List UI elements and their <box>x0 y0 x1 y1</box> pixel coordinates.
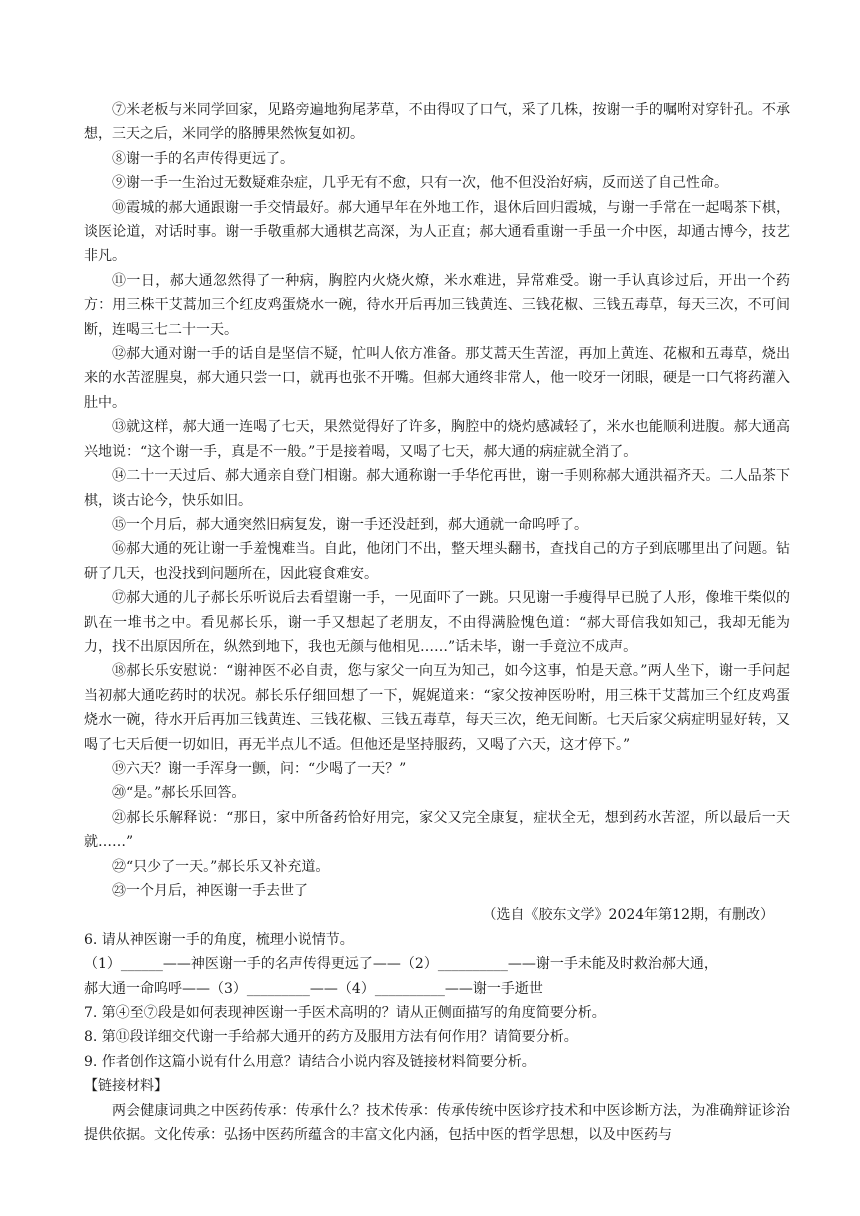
document-page <box>84 98 790 1147</box>
paragraph-10: ⑩霞城的郝大通跟谢一手交情最好。郝大通早年在外地工作，退休后回归霞城，与谢一手常在一起喝茶下棋，谈医论道，对话时事。谢一手敬重郝大通棋艺高深，为人正直；郝大通看重谢一手虽一介中医，却通古博今，技艺非凡。 <box>84 199 790 265</box>
question-6: 6. 请从神医谢一手的角度，梳理小说情节。 <box>84 931 354 948</box>
paragraph-9: ⑨谢一手一生治过无数疑难杂症，几乎无有不愈，只有一次，他不但没治好病，反而送了自己性命。 <box>112 175 728 192</box>
paragraph-13: ⑬就这样，郝大通一连喝了七天，果然觉得好了许多，胸腔中的烧灼感减轻了，米水也能顺利进腹。郝大通高兴地说：“这个谢一手，真是不一般。”于是接着喝，又喝了七天，郝大通的病症就全消了。 <box>84 419 790 460</box>
paragraph-21: ㉑郝长乐解释说：“那日，家中所备药恰好用完，家父又完全康复，症状全无，想到药水苦涩，所以最后一天就……” <box>84 809 790 851</box>
paragraph-23: ㉓一个月后，神医谢一手去世了 <box>112 883 308 899</box>
paragraph-7: ⑦米老板与米同学回家，见路旁遍地狗尾茅草，不由得叹了口气，采了几株，按谢一手的嘱咐对穿针孔。不承想，三天之后，米同学的胳膊果然恢复如初。 <box>84 102 790 143</box>
source-citation: （选自《胶东文学》2024年第12期，有删改） <box>482 907 774 924</box>
question-9: 9. 作者创作这篇小说有什么用意？请结合小说内容及链接材料简要分析。 <box>84 1053 536 1070</box>
question-6-fill-line-2: 郝大通一命呜呼——（3）_________——（4）__________——谢一手逝世 <box>84 980 543 997</box>
paragraph-16: ⑯郝大通的死让谢一手羞愧难当。自此，他闭门不出，整天埋头翻书，查找自己的方子到底哪里出了问题。钻研了几天，也没找到问题所在，因此寝食难安。 <box>84 541 790 582</box>
paragraph-18: ⑱郝长乐安慰说：“谢神医不必自责，您与家父一向互为知己，如今这事，怕是天意。”两人坐下，谢一手问起当初郝大通吃药时的状况。郝长乐仔细回想了一下，娓娓道来：“家父按神医吩咐，用三株干艾蒿加三个红皮鸡蛋烧水一碗，待水开后再加三钱黄连、三钱花椒、三钱五毒草，每天三次，绝无间断。七天后家父病症明显好转，又喝了七天后便一切如旧，再无半点儿不适。但他还是坚持服药，又喝了六天，这才停下。” <box>84 663 790 753</box>
paragraph-15: ⑮一个月后，郝大通突然旧病复发，谢一手还没赶到，郝大通就一命呜呼了。 <box>112 516 588 533</box>
paragraph-19: ⑲六天？谢一手浑身一颤，问：“少喝了一天？” <box>112 760 407 777</box>
question-6-fill-line-1: （1）______——神医谢一手的名声传得更远了——（2）__________——谢一手未能及时救治郝大通， <box>84 956 718 973</box>
link-material-title: 【链接材料】 <box>84 1078 168 1095</box>
paragraph-20: ⑳“是。”郝长乐回答。 <box>112 785 246 802</box>
paragraph-22: ㉒“只少了一天。”郝长乐又补充道。 <box>112 858 330 875</box>
paragraph-12: ⑫郝大通对谢一手的话自是坚信不疑，忙叫人依方准备。那艾蒿天生苦涩，再加上黄连、花椒和五毒草，烧出来的水苦涩腥臭，郝大通只尝一口，就再也张不开嘴。但郝大通终非常人，他一咬牙一闭眼，硬是一口气将药灌入肚中。 <box>84 346 790 411</box>
question-8: 8. 第⑪段详细交代谢一手给郝大通开的药方及服用方法有何作用？请简要分析。 <box>84 1029 578 1046</box>
paragraph-11: ⑪一日，郝大通忽然得了一种病，胸腔内火烧火燎，米水难进，异常难受。谢一手认真诊过后，开出一个药方：用三株干艾蒿加三个红皮鸡蛋烧水一碗，待水开后再加三钱黄连、三钱花椒、三钱五毒草，每天三次，不可间断，连喝三七二十一天。 <box>84 272 790 338</box>
question-7: 7. 第④至⑦段是如何表现神医谢一手医术高明的？请从正侧面描写的角度简要分析。 <box>84 1005 606 1022</box>
link-material-text: 两会健康词典之中医药传承：传承什么？技术传承：传承传统中医诊疗技术和中医诊断方法，为准确辩证诊治提供依据。文化传承：弘扬中医药所蕴含的丰富文化内涵，包括中医的哲学思想，以及中医药与 <box>84 1102 790 1144</box>
paragraph-14: ⑭二十一天过后、郝大通亲自登门相谢。郝大通称谢一手华佗再世，谢一手则称郝大通洪福齐天。二人品茶下棋，谈古论今，快乐如旧。 <box>84 468 790 509</box>
paragraph-8: ⑧谢一手的名声传得更远了。 <box>112 150 294 167</box>
paragraph-17: ⑰郝大通的儿子郝长乐听说后去看望谢一手，一见面吓了一跳。只见谢一手瘦得早已脱了人形，像堆干柴似的趴在一堆书之中。看见郝长乐，谢一手又想起了老朋友，不由得满脸愧色道：“郝大哥信我如知己，我却无能为力，找不出原因所在，纵然到地下，我也无颜与他相见……”话未毕，谢一手竟泣不成声。 <box>84 590 790 655</box>
